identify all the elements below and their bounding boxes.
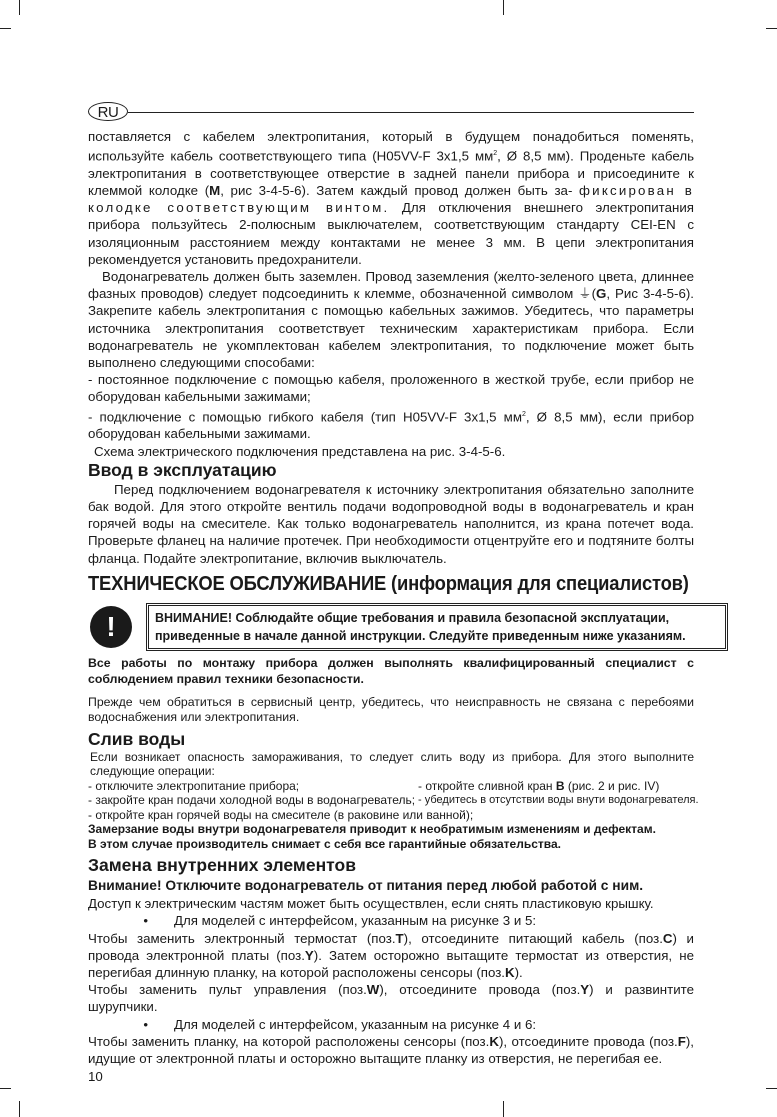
- qualified-note: Все работы по монтажу прибора должен выполнять квалифицированный специалист с соблюдением правил техники безопасности.: [88, 655, 694, 686]
- bullet-models-4-6: • Для моделей с интерфейсом, указанным на рисунке 4 и 6:: [88, 1016, 694, 1033]
- drain-steps-right: [418, 779, 699, 823]
- bullet-icon: •: [143, 1016, 148, 1032]
- connection-option-1: - постоянное подключение с помощью кабеля, проложенного в жесткой трубе, если прибор не оборудован кабельными зажимами;: [88, 372, 694, 405]
- exclamation-icon: !: [90, 606, 132, 648]
- drain-step: - отключите электропитание прибора;: [88, 778, 300, 793]
- section-title-replacement: Замена внутренних элементов: [88, 855, 356, 876]
- page-number: 10: [88, 1069, 103, 1085]
- crop-mark: [0, 28, 11, 29]
- warning-box: ВНИМАНИЕ! Соблюдайте общие требования и правила безопасной эксплуатации, приведенные в начале данной инструкции. Следуйте приведенным ниже указаниям.: [146, 603, 728, 651]
- crop-mark: [766, 1088, 777, 1089]
- access-note: Доступ к электрическим частям может быть осуществлен, если снять пластиковую крышку.: [88, 896, 654, 912]
- bullet-icon: •: [143, 913, 148, 929]
- drain-step: - закройте кран подачи холодной воды в водонагреватель;: [88, 793, 416, 808]
- scheme-note: Схема электрического подключения представлена на рис. 3-4-5-6.: [94, 443, 506, 459]
- bullet-models-3-5: • Для моделей с интерфейсом, указанным на рисунке 3 и 5:: [88, 912, 694, 929]
- crop-mark: [766, 28, 777, 29]
- crop-mark: [503, 0, 504, 15]
- section-title-commissioning: Ввод в эксплуатацию: [88, 459, 277, 480]
- drain-intro: Если возникает опасность замораживания, то следует слить воду из прибора. Для этого выполните следующие операции:: [90, 749, 694, 779]
- crop-mark: [0, 1088, 11, 1089]
- drain-step: - откройте сливной кран B (рис. 2 и рис. IV): [418, 778, 660, 793]
- service-note: Прежде чем обратиться в сервисный центр, убедитесь, что неисправность не связана с перебоями водоснабжения или электропитания.: [88, 694, 694, 724]
- freeze-warning-1: Замерзание воды внутри водонагревателя приводит к необратимым изменениям и дефектам.: [88, 822, 656, 837]
- cable-paragraph: поставляется с кабелем электропитания, который в будущем понадобиться поменять, используйте кабель соответствующего типа (H05VV-F 3x1,5 $мм^2$, Ø 8,5 мм). Проденьте кабель электропитания в соответствующее отверстие в задней панели прибора и присоедините к клеммой колодке (M, рис 3-4-5-6). Затем каждый провод должен быть за- фиксирован в колодке соответствующим винтом. Для отключения внешнего электропитания прибора пользуйтесь 2-полюсным выключателем, соответствующим стандарту CEI-EN с изоляционным расстоянием между контактами не менее 3 мм. В цепи электропитания рекомендуется установить предохранители.: [88, 129, 695, 267]
- crop-mark: [503, 1101, 504, 1117]
- sensor-bar-replacement: Чтобы заменить планку, на которой расположены сенсоры (поз.K), отсоедините провода (поз.F), идущие от электронной платы и осторожно вытащите планку из отверстия, не перегибая ее.: [88, 1033, 694, 1067]
- control-panel-replacement: Чтобы заменить пульт управления (поз.W), отсоедините провода (поз.Y) и развинтите шурупчики.: [88, 982, 694, 1015]
- commissioning-text: Перед подключением водонагревателя к источнику электропитания обязательно заполните бак водой. Для этого откройте вентиль подачи водопроводной воды в водонагреватель и кран горячей воды на смесителе. Как только водонагреватель наполнится, из крана потечет вода. Проверьте фланец на наличие протечек. При необходимости отцентруйте его и подтяните болты фланца. Подайте электропитание, включив выключатель.: [88, 481, 694, 566]
- drain-step: - убедитесь в отсутствии воды внути водонагревателя.: [418, 794, 699, 807]
- document-page: [88, 100, 699, 1085]
- section-title-drain: Слив воды: [88, 728, 186, 749]
- language-badge: RU: [88, 102, 128, 121]
- header-rule: [128, 112, 694, 113]
- drain-section: [88, 749, 699, 852]
- replacement-warning: Внимание! Отключите водонагреватель от питания перед любой работой с ним.: [88, 878, 644, 894]
- drain-steps: [88, 778, 699, 823]
- crop-mark: [19, 1101, 20, 1117]
- language-header: [88, 100, 694, 124]
- drain-step: - откройте кран горячей воды на смесителе (в раковине или ванной);: [88, 807, 474, 822]
- drain-steps-left: [88, 778, 474, 823]
- maintenance-warning: [88, 603, 694, 651]
- crop-mark: [19, 0, 20, 15]
- ground-symbol-icon: ⏚: [578, 286, 592, 302]
- section-title-maintenance: ТЕХНИЧЕСКОЕ ОБСЛУЖИВАНИЕ (информация для специалистов): [88, 572, 689, 595]
- thermostat-replacement: Чтобы заменить электронный термостат (поз.T), отсоедините питающий кабель (поз.C) и провода электронной платы (поз.Y). Затем осторожно вытащите термостат из отверстия, не перегибая длинную планку, на которой расположены сенсоры (поз.K).: [88, 930, 694, 981]
- grounding-paragraph: Водонагреватель должен быть заземлен. Провод заземления (желто-зеленого цвета, длиннее фазных проводов) следует подсоединить к клемме, обозначенной символом ⏚(G, Рис 3-4-5-6). Закрепите кабель электропитания с помощью кабельных зажимов. Убедитесь, что параметры источника электропитания соответствует техническим характеристикам прибора. Если водонагреватель не укомплектован кабелем электропитания, то подключение может быть выполнено следующими способами:: [88, 269, 694, 371]
- connection-option-2: - подключение с помощью гибкого кабеля (тип H05VV-F 3x1,5 $мм^2$, Ø 8,5 мм), если прибор оборудован кабельными зажимами.: [88, 409, 694, 442]
- freeze-warning-2: В этом случае производитель снимает с себя все гарантийные обязательства.: [88, 836, 561, 851]
